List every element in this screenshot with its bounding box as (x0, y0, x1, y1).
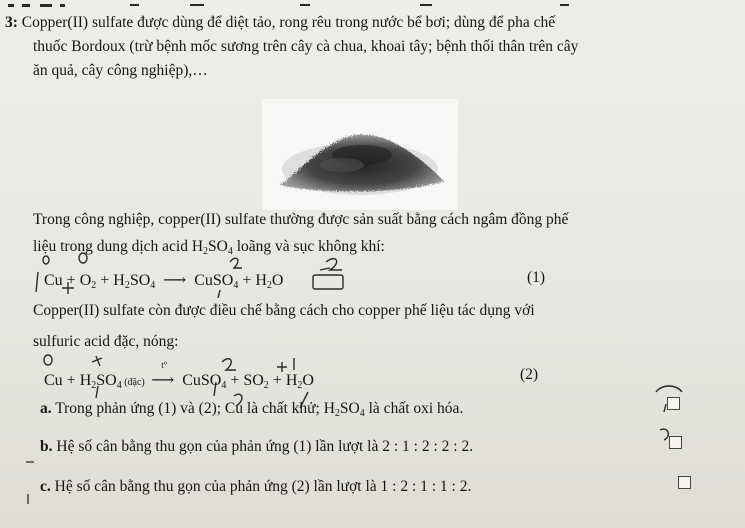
eq1-right3: O (271, 272, 284, 289)
h2-sub: 2 (203, 246, 209, 257)
copper-sulfate-powder-photo (262, 99, 458, 210)
intro-line-1 (5, 14, 555, 32)
statement-b (40, 438, 473, 456)
eq1-right-sub: 4 (233, 280, 239, 291)
eq2-so: SO (96, 372, 117, 389)
statement-c-text: Hệ số cân bằng thu gọn của phản ứng (2) lần lượt là 1 : 2 : 1 : 1 : 2. (50, 478, 472, 495)
statement-a-sub2: 4 (359, 408, 365, 419)
statement-a-text: Trong phản ứng (1) và (2); Cu là chất khử; H (51, 400, 335, 417)
eq2-right3-sub: 2 (297, 380, 303, 391)
equation-2-label: (2) (520, 366, 539, 383)
para2-text-a: liệu trong dung dịch acid H (33, 238, 204, 255)
eq1-right: CuSO (194, 272, 234, 289)
statement-c-letter: c. (40, 478, 51, 495)
intro-line-2: thuốc Bordoux (trừ bệnh mốc sương trên cây cà chua, khoai tây; bệnh thối thân trên cây (33, 38, 579, 55)
para2-text-c: loãng và sục không khí: (232, 238, 385, 255)
eq1-right2-sub: 2 (266, 280, 272, 291)
statement-c (40, 478, 471, 496)
para2-text-b: SO (208, 238, 228, 255)
statement-b-text: Hệ số cân bằng thu gọn của phản ứng (1) lần lượt là 2 : 1 : 2 : 2 : 2. (52, 438, 474, 455)
eq1-right2: + H (238, 272, 267, 289)
statement-a-sub: 2 (334, 408, 340, 419)
eq1-o-sub: 2 (91, 280, 97, 291)
statement-a (40, 400, 463, 418)
statement-a-letter: a. (40, 400, 52, 417)
answer-box-c[interactable] (678, 476, 691, 489)
para3-line-2: sulfuric acid đặc, nóng: (33, 333, 179, 350)
intro-line-3: ăn quả, cây công nghiệp),… (33, 62, 208, 79)
equation-1-label: (1) (527, 269, 546, 286)
statement-a-text-c: là chất oxi hóa. (364, 400, 464, 417)
eq2-condition: (đặc) (121, 377, 148, 388)
intro-text-1: Copper(II) sulfate được dùng để diệt tảo, rong rêu trong nước bể bơi; dùng để pha chế (21, 14, 556, 31)
eq2-right4: O (302, 372, 314, 389)
handwritten-marks-left (20, 438, 40, 518)
eq2-so-sub: 4 (116, 380, 122, 391)
eq2-arrow: ⟶ (151, 372, 175, 389)
eq2-right: CuSO (182, 372, 222, 389)
handwritten-annotations-1 (30, 252, 360, 298)
eq2-right3: + H (268, 372, 298, 389)
eq1-so-sub: 4 (150, 280, 156, 291)
eq1-arrow: ⟶ (163, 272, 187, 289)
eq1-h-sub: 2 (124, 280, 130, 291)
handwritten-marks-right (650, 376, 690, 446)
eq2-right2: + SO (226, 372, 264, 389)
eq2-arrow-label: t° (161, 360, 168, 370)
statement-b-letter: b. (40, 438, 53, 455)
cut-off-top-text (0, 0, 745, 9)
statement-a-text-b: SO (339, 400, 360, 417)
eq1-left: Cu + O (44, 272, 92, 289)
question-number: 3: (5, 14, 18, 31)
eq2-right2-sub: 2 (263, 380, 269, 391)
para2-line-1: Trong công nghiệp, copper(II) sulfate thường được sản suất bằng cách ngâm đồng phế (33, 211, 569, 228)
eq2-left: Cu + H (44, 372, 92, 389)
eq2-right-sub: 4 (221, 380, 227, 391)
so4-sub: 4 (227, 246, 233, 257)
para3-line-1: Copper(II) sulfate còn được điều chế bằng cách cho copper phế liệu tác dụng với (33, 302, 535, 319)
eq2-h-sub: 2 (91, 380, 97, 391)
eq1-plus: + H (96, 272, 125, 289)
eq1-so: SO (129, 272, 151, 289)
